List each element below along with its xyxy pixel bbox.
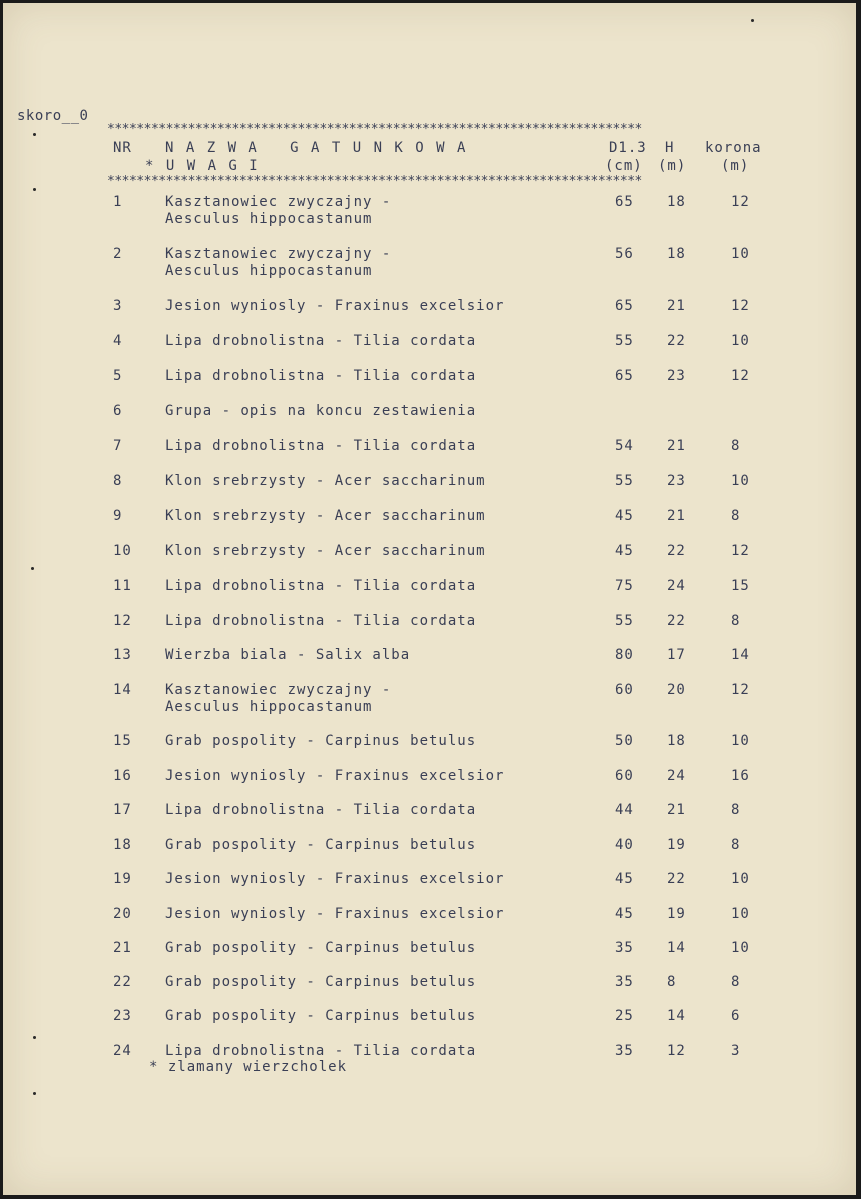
diameter-value: 45 — [615, 906, 634, 922]
height-value: 24 — [667, 768, 686, 784]
col-h-header: H — [665, 140, 675, 156]
row-number: 1 — [113, 194, 123, 210]
species-name: Lipa drobnolistna - Tilia cordata — [165, 333, 477, 349]
height-value: 22 — [667, 333, 686, 349]
row-number: 16 — [113, 768, 132, 784]
row-number: 17 — [113, 802, 132, 818]
crown-value: 12 — [731, 194, 750, 210]
height-value: 12 — [667, 1043, 686, 1059]
species-name: Grab pospolity - Carpinus betulus — [165, 837, 477, 853]
row-number: 22 — [113, 974, 132, 990]
col-d13-unit: (cm) — [605, 158, 643, 174]
height-value: 14 — [667, 1008, 686, 1024]
row-number: 21 — [113, 940, 132, 956]
crown-value: 15 — [731, 578, 750, 594]
height-value: 18 — [667, 194, 686, 210]
separator-top: ************************************************************************* — [107, 123, 642, 137]
diameter-value: 35 — [615, 940, 634, 956]
diameter-value: 45 — [615, 871, 634, 887]
height-value: 21 — [667, 298, 686, 314]
species-name: Kasztanowiec zwyczajny - — [165, 194, 392, 210]
crown-value: 8 — [731, 613, 741, 629]
species-name: Lipa drobnolistna - Tilia cordata — [165, 438, 477, 454]
row-number: 2 — [113, 246, 123, 262]
speck — [31, 567, 34, 570]
diameter-value: 54 — [615, 438, 634, 454]
crown-value: 8 — [731, 974, 741, 990]
species-name: Wierzba biala - Salix alba — [165, 647, 411, 663]
diameter-value: 65 — [615, 298, 634, 314]
species-name: Jesion wyniosly - Fraxinus excelsior — [165, 768, 505, 784]
row-number: 9 — [113, 508, 123, 524]
height-value: 20 — [667, 682, 686, 698]
height-value: 22 — [667, 613, 686, 629]
diameter-value: 65 — [615, 194, 634, 210]
species-name: Lipa drobnolistna - Tilia cordata — [165, 368, 477, 384]
row-number: 10 — [113, 543, 132, 559]
row-number: 23 — [113, 1008, 132, 1024]
diameter-value: 75 — [615, 578, 634, 594]
row-number: 20 — [113, 906, 132, 922]
crown-value: 10 — [731, 473, 750, 489]
species-name: Lipa drobnolistna - Tilia cordata — [165, 578, 477, 594]
row-number: 15 — [113, 733, 132, 749]
footnote: * zlamany wierzcholek — [149, 1059, 348, 1075]
row-number: 6 — [113, 403, 123, 419]
crown-value: 3 — [731, 1043, 741, 1059]
species-name: Grab pospolity - Carpinus betulus — [165, 733, 477, 749]
row-number: 3 — [113, 298, 123, 314]
col-korona-header: korona — [705, 140, 762, 156]
document-page — [3, 3, 856, 1195]
height-value: 22 — [667, 871, 686, 887]
row-number: 4 — [113, 333, 123, 349]
crown-value: 8 — [731, 837, 741, 853]
crown-value: 12 — [731, 368, 750, 384]
species-name: Grupa - opis na koncu zestawienia — [165, 403, 477, 419]
height-value: 21 — [667, 438, 686, 454]
crown-value: 10 — [731, 333, 750, 349]
height-value: 19 — [667, 906, 686, 922]
row-number: 13 — [113, 647, 132, 663]
crown-value: 16 — [731, 768, 750, 784]
col-korona-unit: (m) — [721, 158, 750, 174]
species-name: Kasztanowiec zwyczajny - — [165, 246, 392, 262]
diameter-value: 56 — [615, 246, 634, 262]
diameter-value: 55 — [615, 473, 634, 489]
crown-value: 8 — [731, 802, 741, 818]
species-name: Grab pospolity - Carpinus betulus — [165, 1008, 477, 1024]
height-value: 19 — [667, 837, 686, 853]
height-value: 23 — [667, 368, 686, 384]
row-number: 19 — [113, 871, 132, 887]
species-name: Kasztanowiec zwyczajny - — [165, 682, 392, 698]
diameter-value: 35 — [615, 974, 634, 990]
diameter-value: 45 — [615, 543, 634, 559]
crown-value: 8 — [731, 508, 741, 524]
row-number: 11 — [113, 578, 132, 594]
species-name: Jesion wyniosly - Fraxinus excelsior — [165, 298, 505, 314]
speck — [33, 188, 36, 191]
diameter-value: 55 — [615, 333, 634, 349]
document-code: skoro__0 — [17, 108, 89, 124]
species-name: Lipa drobnolistna - Tilia cordata — [165, 613, 477, 629]
col-name-header: N A Z W A G A T U N K O W A — [165, 140, 468, 156]
diameter-value: 80 — [615, 647, 634, 663]
speck — [33, 133, 36, 136]
row-number: 24 — [113, 1043, 132, 1059]
height-value: 22 — [667, 543, 686, 559]
col-nr-header: NR — [113, 140, 132, 156]
species-name: Jesion wyniosly - Fraxinus excelsior — [165, 906, 505, 922]
species-name: Grab pospolity - Carpinus betulus — [165, 974, 477, 990]
height-value: 23 — [667, 473, 686, 489]
height-value: 14 — [667, 940, 686, 956]
speck — [751, 19, 754, 22]
crown-value: 10 — [731, 906, 750, 922]
diameter-value: 45 — [615, 508, 634, 524]
separator-bottom: ************************************************************************* — [107, 175, 642, 189]
col-d13-header: D1.3 — [609, 140, 647, 156]
crown-value: 14 — [731, 647, 750, 663]
speck — [33, 1092, 36, 1095]
height-value: 8 — [667, 974, 677, 990]
height-value: 17 — [667, 647, 686, 663]
col-h-unit: (m) — [658, 158, 687, 174]
crown-value: 10 — [731, 871, 750, 887]
species-name: Lipa drobnolistna - Tilia cordata — [165, 802, 477, 818]
row-number: 12 — [113, 613, 132, 629]
col-notes-header: * U W A G I — [145, 158, 260, 174]
species-name: Klon srebrzysty - Acer saccharinum — [165, 473, 486, 489]
diameter-value: 60 — [615, 768, 634, 784]
crown-value: 12 — [731, 543, 750, 559]
row-number: 5 — [113, 368, 123, 384]
height-value: 18 — [667, 733, 686, 749]
crown-value: 6 — [731, 1008, 741, 1024]
crown-value: 12 — [731, 298, 750, 314]
species-name: Klon srebrzysty - Acer saccharinum — [165, 543, 486, 559]
diameter-value: 55 — [615, 613, 634, 629]
diameter-value: 50 — [615, 733, 634, 749]
species-name: Lipa drobnolistna - Tilia cordata — [165, 1043, 477, 1059]
crown-value: 10 — [731, 940, 750, 956]
height-value: 21 — [667, 508, 686, 524]
row-number: 18 — [113, 837, 132, 853]
crown-value: 12 — [731, 682, 750, 698]
height-value: 24 — [667, 578, 686, 594]
diameter-value: 44 — [615, 802, 634, 818]
crown-value: 10 — [731, 246, 750, 262]
species-name-latin: Aesculus hippocastanum — [165, 699, 373, 715]
species-name-latin: Aesculus hippocastanum — [165, 263, 373, 279]
row-number: 8 — [113, 473, 123, 489]
species-name: Jesion wyniosly - Fraxinus excelsior — [165, 871, 505, 887]
crown-value: 8 — [731, 438, 741, 454]
species-name-latin: Aesculus hippocastanum — [165, 211, 373, 227]
row-number: 7 — [113, 438, 123, 454]
diameter-value: 40 — [615, 837, 634, 853]
height-value: 21 — [667, 802, 686, 818]
row-number: 14 — [113, 682, 132, 698]
diameter-value: 65 — [615, 368, 634, 384]
species-name: Grab pospolity - Carpinus betulus — [165, 940, 477, 956]
crown-value: 10 — [731, 733, 750, 749]
height-value: 18 — [667, 246, 686, 262]
diameter-value: 60 — [615, 682, 634, 698]
diameter-value: 35 — [615, 1043, 634, 1059]
diameter-value: 25 — [615, 1008, 634, 1024]
species-name: Klon srebrzysty - Acer saccharinum — [165, 508, 486, 524]
speck — [33, 1036, 36, 1039]
